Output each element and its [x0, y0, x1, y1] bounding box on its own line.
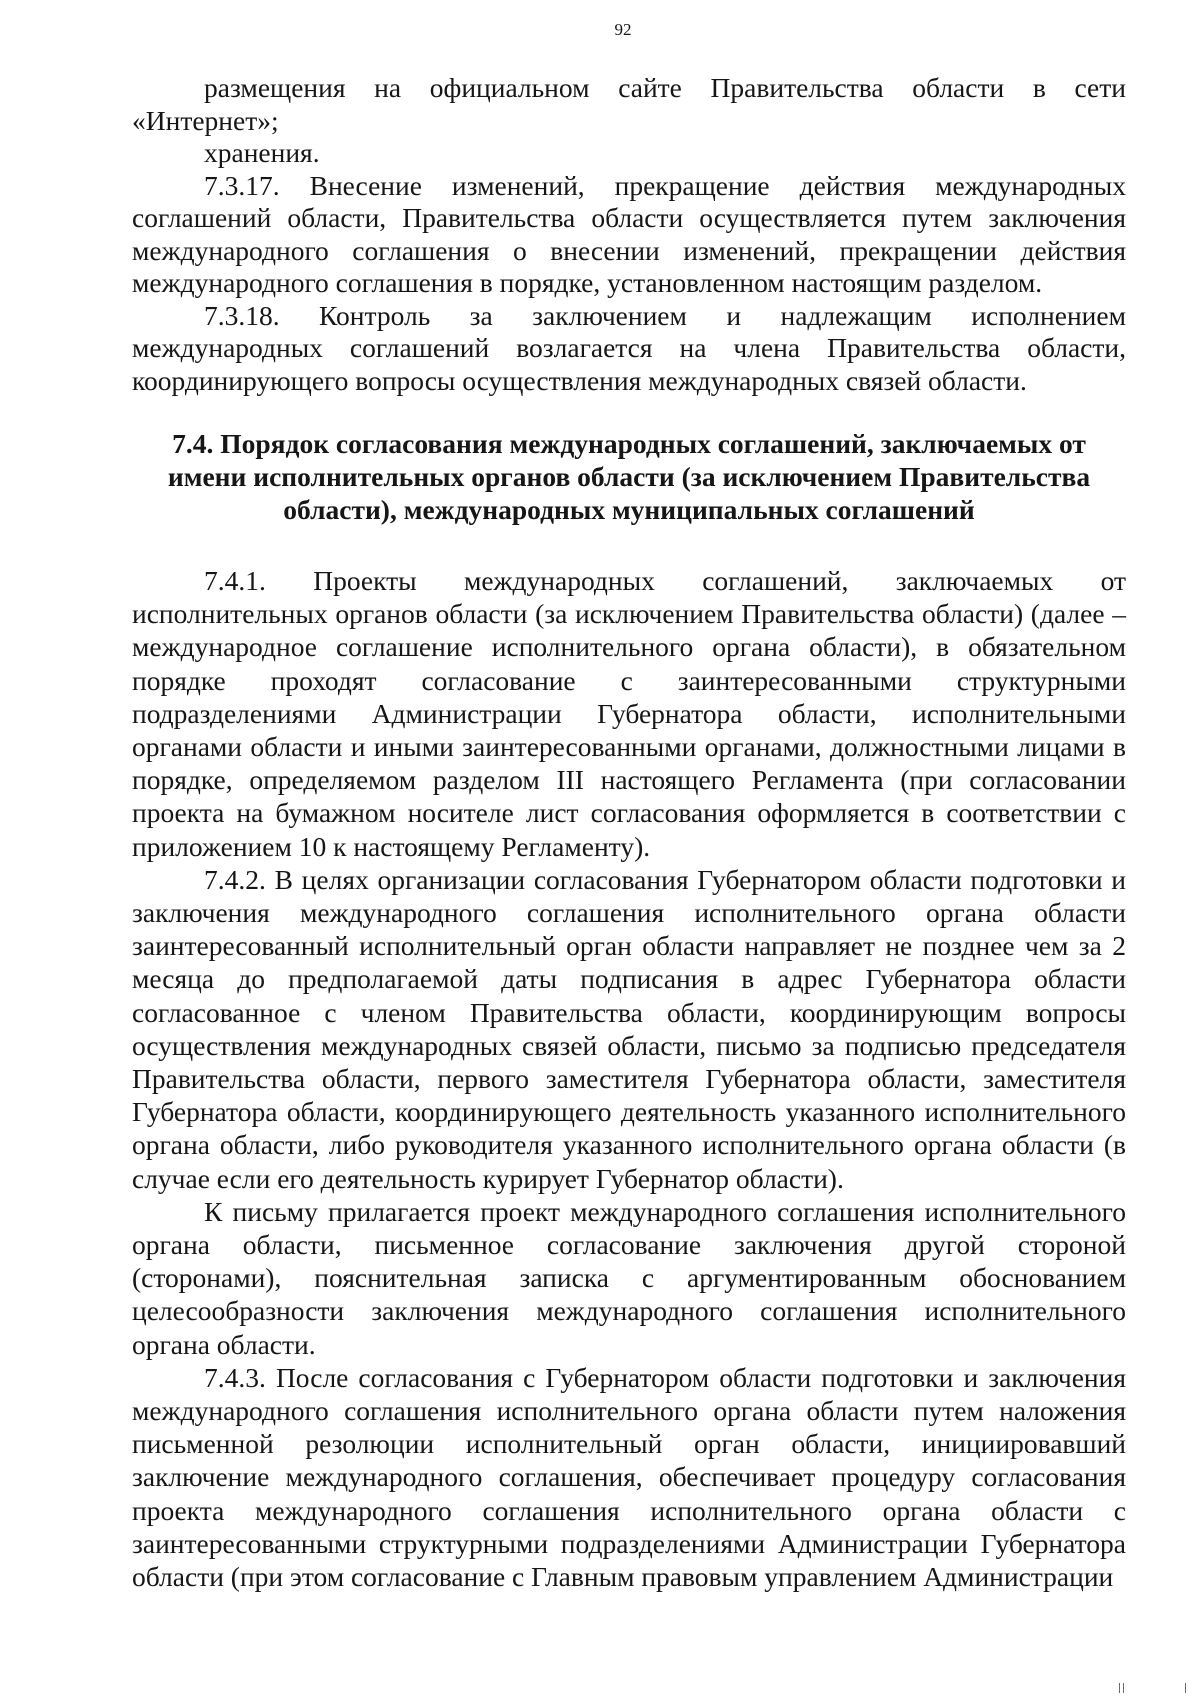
paragraph-7-4-2: 7.4.2. В целях организации согласования Губернатором области подготовки и заключения международного соглашения исполнительного органа области заинтересованный исполнительный орган области направляет не позднее чем за 2 месяца до предполагаемой даты подписания в адрес Губернатора области согласованное с членом Правительства области, координирующим вопросы осуществления международных связей области, письмо за подписью председателя Правительства области, первого заместителя Губернатора области, заместителя Губернатора области, координирующего деятельность указанного исполнительного органа области, либо руководителя указанного исполнительного органа области (в случае если его деятельность курирует Губернатор области). [132, 863, 1126, 1194]
paragraph-7-3-18: 7.3.18. Контроль за заключением и надлежащим исполнением международных соглашений возлагается на члена Правительства области, координирующего вопросы осуществления международных связей области. [132, 299, 1126, 396]
paragraph-publication: размещения на официальном сайте Правительства области в сети «Интернет»; [132, 72, 1126, 136]
scan-edge-mark [1123, 1683, 1124, 1693]
scan-edge-mark [1185, 1683, 1186, 1693]
text-block-top [132, 72, 1126, 397]
text-block-main [132, 564, 1126, 1593]
paragraph-7-3-17: 7.3.17. Внесение изменений, прекращение действия международных соглашений области, Правительства области осуществляется путем заключения международного соглашения о внесении изменений, прекращении действия международного соглашения в порядке, установленном настоящим разделом. [132, 169, 1126, 298]
section-heading-7-4: 7.4. Порядок согласования международных соглашений, заключаемых от имени исполнительных органов области (за исключением Правительства области), международных муниципальных соглашений [167, 428, 1091, 525]
paragraph-attachments: К письму прилагается проект международного соглашения исполнительного органа области, письменное согласование заключения другой стороной (сторонами), пояснительная записка с аргументированным обоснованием целесообразности заключения международного соглашения исполнительного органа области. [132, 1195, 1126, 1360]
paragraph-7-4-3: 7.4.3. После согласования с Губернатором области подготовки и заключения международного соглашения исполнительного органа области путем наложения письменной резолюции исполнительный орган области, инициировавший заключение международного соглашения, обеспечивает процедуру согласования проекта международного соглашения исполнительного органа области с заинтересованными структурными подразделениями Администрации Губернатора области (при этом согласование с Главным правовым управлением Администрации [132, 1361, 1126, 1593]
paragraph-7-4-1: 7.4.1. Проекты международных соглашений, заключаемых от исполнительных органов области (за исключением Правительства области) (далее – международное соглашение исполнительного органа области), в обязательном порядке проходят согласование с заинтересованными структурными подразделениями Администрации Губернатора области, исполнительными органами области и иными заинтересованными органами, должностными лицами в порядке, определяемом разделом III настоящего Регламента (при согласовании проекта на бумажном носителе лист согласования оформляется в соответствии с приложением 10 к настоящему Регламенту). [132, 565, 1126, 862]
paragraph-storage: хранения. [204, 137, 320, 168]
scan-edge-mark [1119, 1683, 1120, 1693]
page-number: 92 [614, 20, 632, 39]
